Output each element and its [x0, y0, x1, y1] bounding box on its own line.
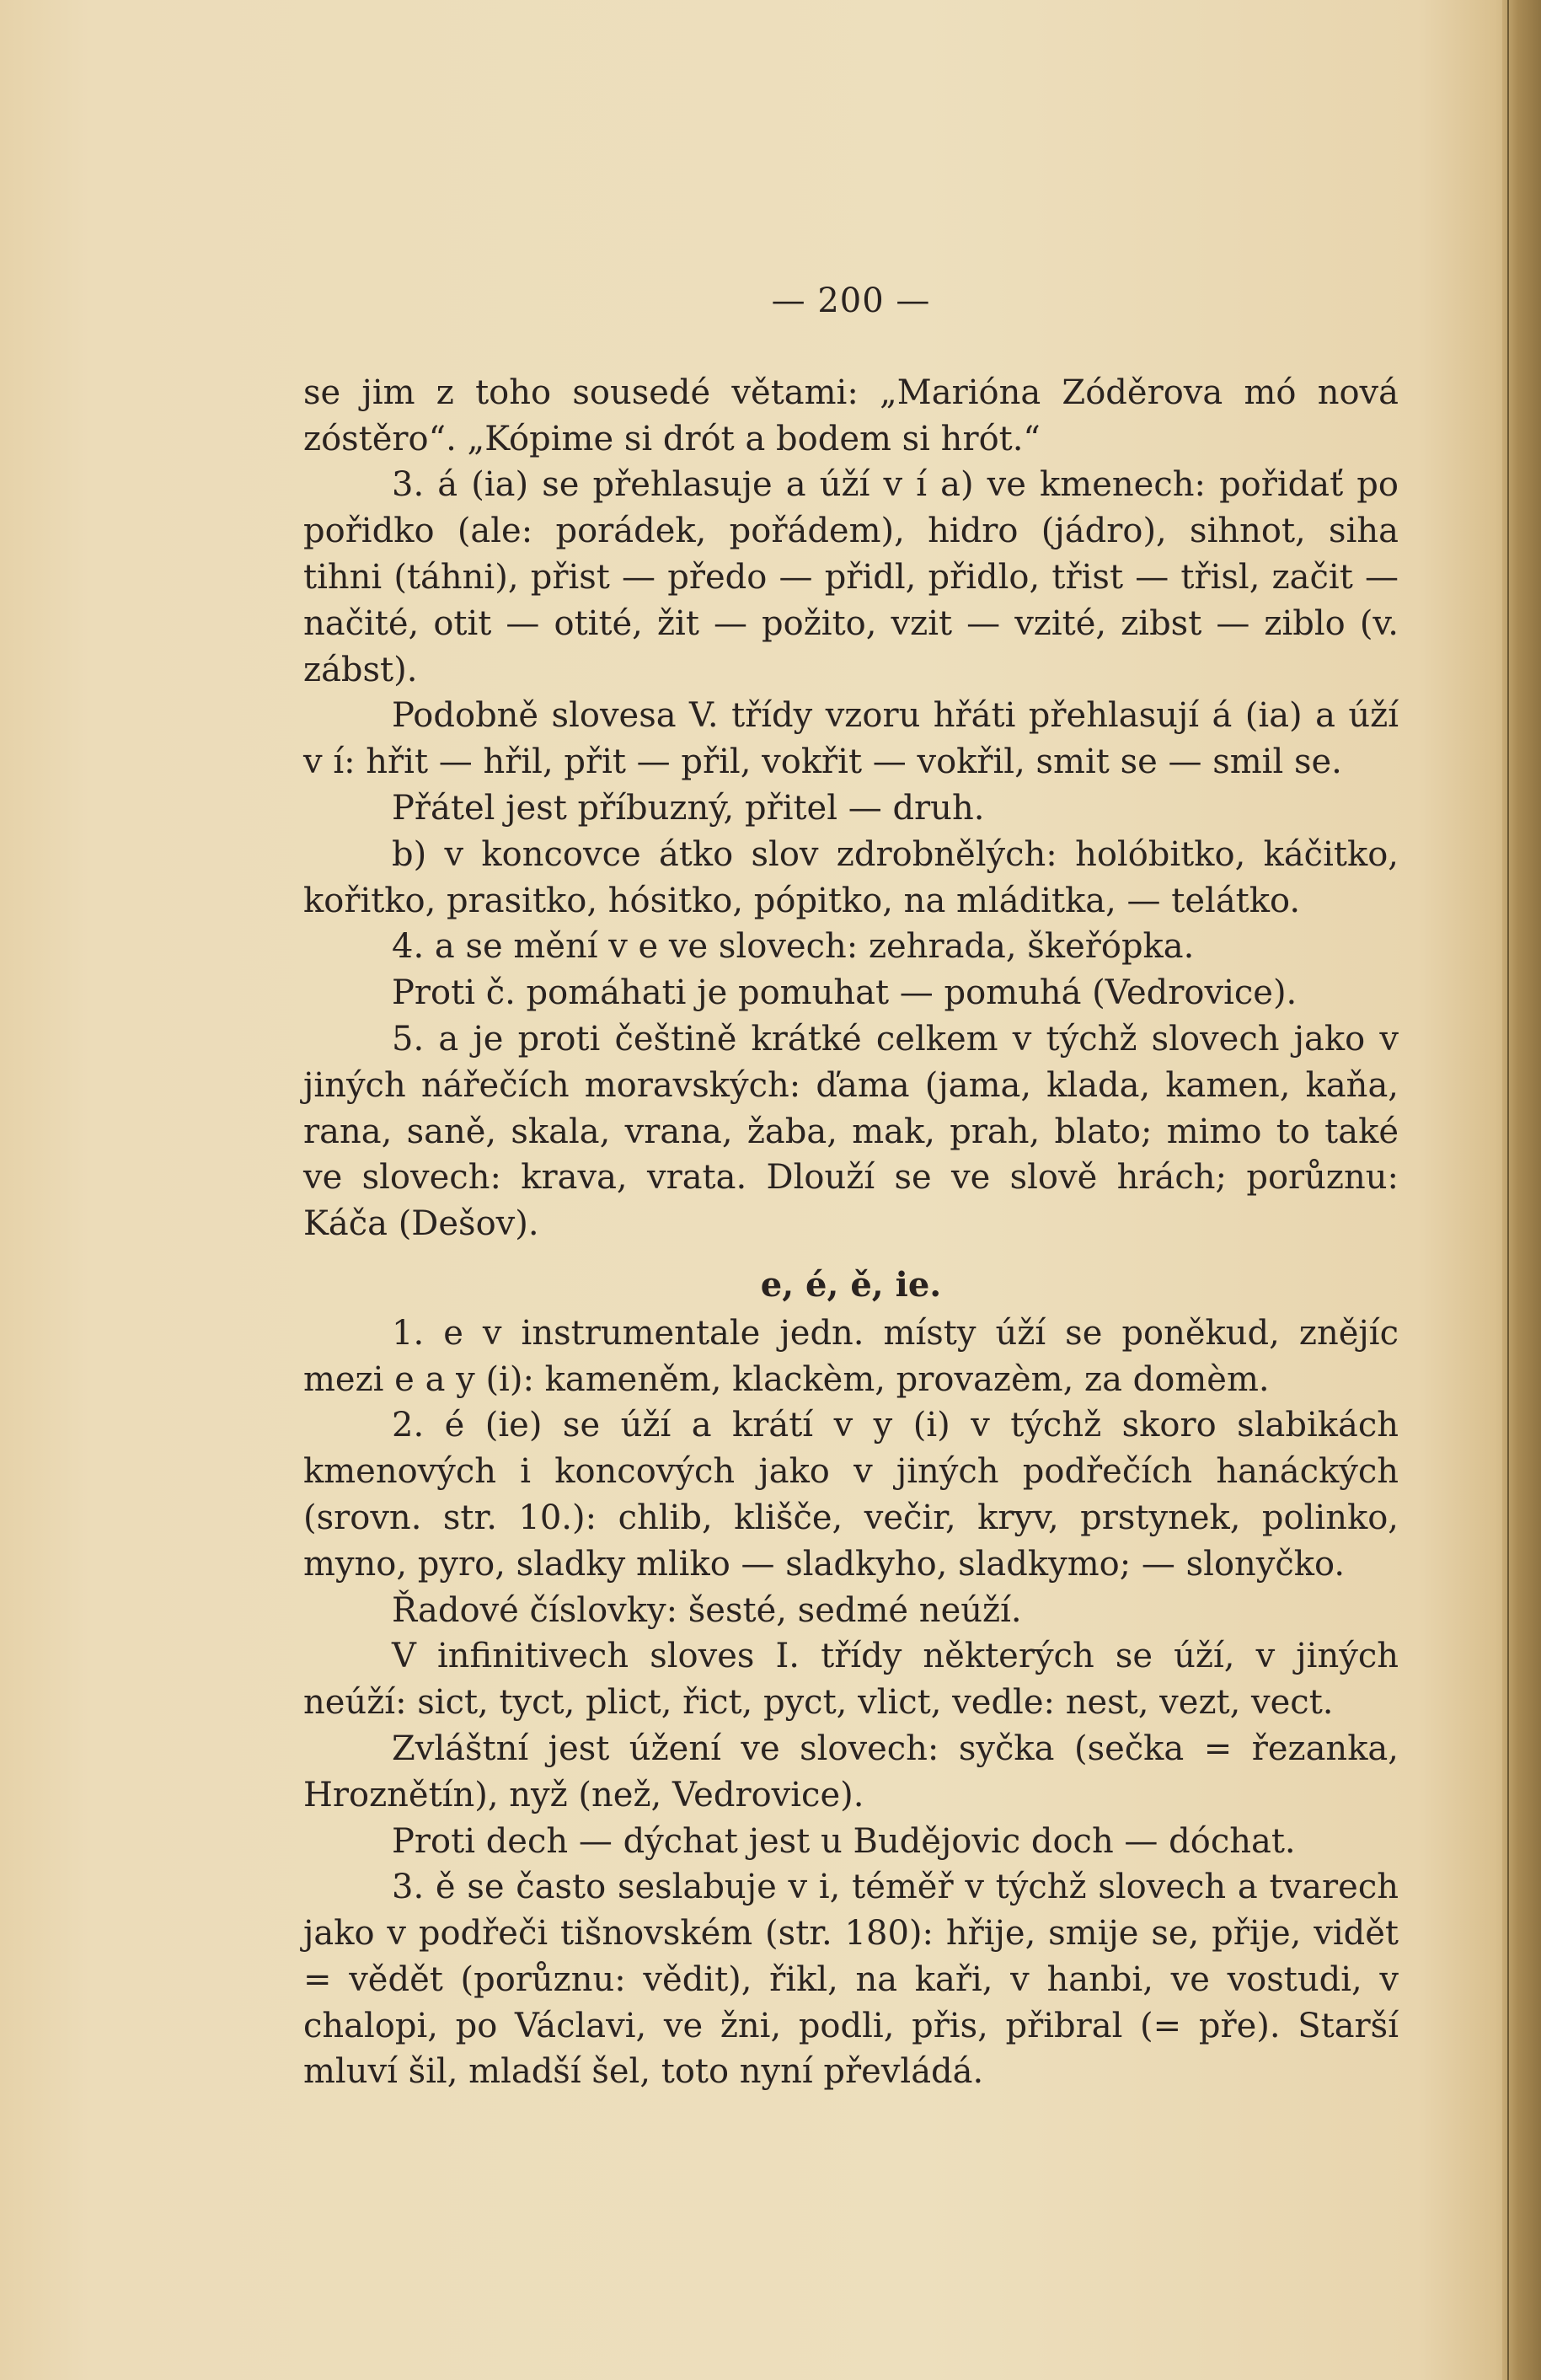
- paragraph: Proti dech — dýchat jest u Budějovic doch — dóchat.: [392, 1821, 1296, 1861]
- paragraph: Přátel jest příbuzný, přitel — druh.: [392, 788, 985, 828]
- paragraph: 5. a je proti češtině krátké celkem v týchž slovech jako v jiných nářečích moravských: ďama (jama, klada, kamen, kaňa, rana, saně, skala, vrana, žaba, mak, prah, blato; mimo to také ve slovech: krava, vrata. Dlouží se ve slově hrách; porůznu: Káča (Dešov).: [303, 1019, 1399, 1244]
- paragraph: Řadové číslovky: šesté, sedmé neúží.: [392, 1590, 1022, 1630]
- paragraph: 1. e v instrumentale jedn. místy úží se poněkud, znějíc mezi e a y (i): kameněm, klackèm, provazèm, za domèm.: [303, 1313, 1399, 1399]
- section-heading: e, é, ě, ie.: [760, 1264, 942, 1305]
- text-block: [303, 278, 1399, 2095]
- paragraph: 4. a se mění v e ve slovech: zehrada, škeřópka.: [392, 927, 1195, 967]
- paragraph: Proti č. pomáhati je pomuhat — pomuhá (Vedrovice).: [392, 973, 1298, 1013]
- paragraph: se jim z toho sousedé větami: „Marióna Zóděrova mó nová zóstěro“. „Kópime si drót a bodem si hrót.“: [303, 373, 1399, 458]
- paragraph: Zvláštní jest úžení ve slovech: syčka (sečka = řezanka, Hroznětín), nyž (než, Vedrovice).: [303, 1729, 1399, 1814]
- paragraph: 2. é (ie) se úží a krátí v y (i) v týchž skoro slabikách kmenových i koncových jako v jiných podřečích hanáckých (srovn. str. 10.): chlib, klišče, večir, kryv, prstynek, polinko, myno, pyro, sladky mliko — sladkyho, sladkymo; — slonyčko.: [303, 1406, 1399, 1584]
- paragraph: 3. ě se často seslabuje v i, téměř v týchž slovech a tvarech jako v podřeči tišnovském (str. 180): hřije, smije se, přije, vidět = vědět (porůznu: vědit), řikl, na kaři, v hanbi, ve vostudi, v chalopi, po Václavi, ve žni, podli, přis, přibral (= pře). Starší mluví šil, mladší šel, toto nyní převládá.: [303, 1868, 1399, 2092]
- paragraph: V infinitivech sloves I. třídy některých se úží, v jiných neúží: sict, tyct, plict, řict, pyct, vlict, vedle: nest, vezt, vect.: [303, 1637, 1399, 1723]
- paragraph: Podobně slovesa V. třídy vzoru hřáti přehlasují á (ia) a úží v í: hřit — hřil, přit — přil, vokřit — vokřil, smit se — smil se.: [303, 696, 1399, 782]
- paragraph: 3. á (ia) se přehlasuje a úží v í a) ve kmenech: pořidať po pořidko (ale: porádek, pořádem), hidro (jádro), sihnot, siha tihni (táhni), přist — předo — přidl, přidlo, třist — třisl, začit — načité, otit — otité, žit — požito, vzit — vzité, zibst — ziblo (v. zábst).: [303, 465, 1399, 689]
- page-number: — 200 —: [771, 281, 931, 320]
- book-edge-line: [1507, 0, 1509, 2380]
- paragraph: b) v koncovce átko slov zdrobnělých: holóbitko, káčitko, kořitko, prasitko, hósitko, pópitko, na mláditka, — telátko.: [303, 834, 1399, 920]
